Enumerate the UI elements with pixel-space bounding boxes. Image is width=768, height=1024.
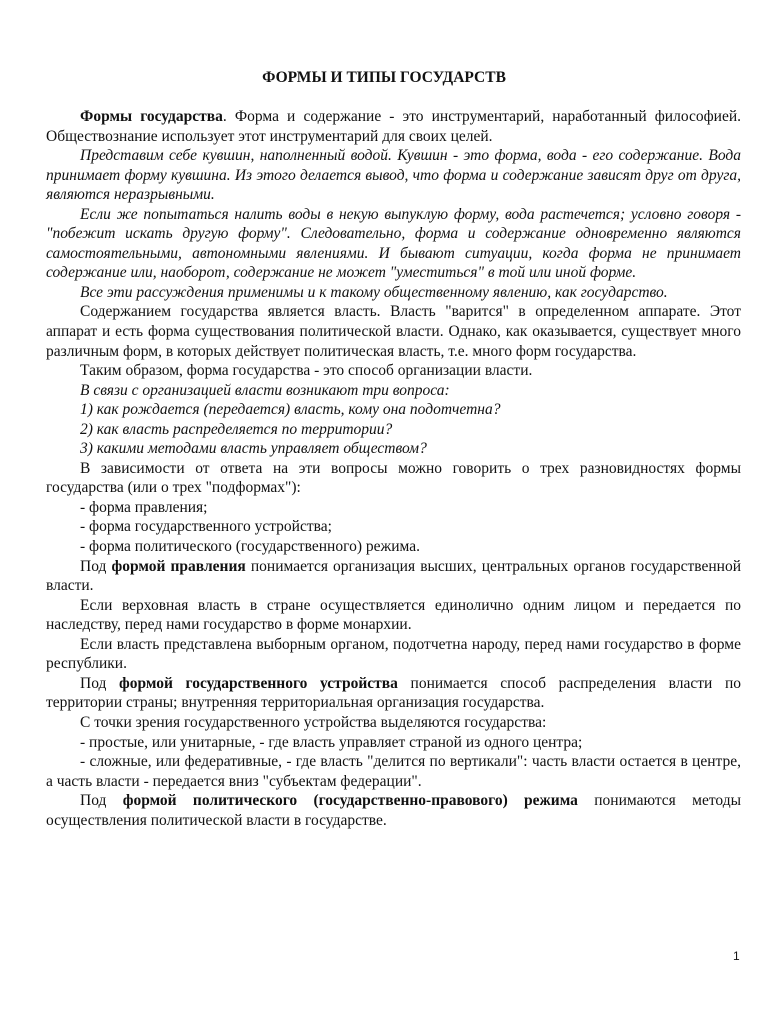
paragraph-political-regime [46, 791, 741, 830]
bold-term: Формы государства [80, 108, 223, 125]
list-item-state-structure: - форма государственного устройства; [80, 518, 332, 536]
paragraph-three-questions: В связи с организацией власти возникают три вопроса: [80, 381, 450, 399]
paragraph-state-application: Все эти рассуждения применимы и к такому общественному явлению, как государство. [80, 283, 668, 301]
bold-term: формой политического (государственно-правового) режима [122, 792, 578, 810]
paragraph-state-content: Содержанием государства является власть. Власть "варится" в определенном аппарате. Этот аппарат и есть форма существования политической власти. Однако, как оказывается, существует много различным форм, в которых действует политическая власть, т.е. много форм государства. [46, 303, 741, 360]
bold-term: формой правления [111, 557, 246, 575]
question-2: 2) как власть распределяется по территории? [80, 420, 393, 438]
list-item-unitary: - простые, или унитарные, - где власть управляет страной из одного центра; [80, 733, 583, 751]
question-1: 1) как рождается (передается) власть, кому она подотчетна? [80, 401, 501, 419]
paragraph-text: Под [80, 557, 112, 575]
paragraph-convex-form: Если же попытаться налить воды в некую выпуклую форму, вода растечется; условно говоря - "побежит искать другую форму". Следовательно, форма и содержание одновременно являются самостоятельными, автономными явлениями. И бывают ситуации, когда форма не принимает содержание или, наоборот, содержание не может "уместиться" в той или иной форме. [46, 205, 741, 282]
paragraph-text: Под [80, 792, 123, 810]
paragraph-text: понимается организация высших, центральных органов государственной власти. [46, 557, 741, 595]
list-item-federative: - сложные, или федеративные, - где власть "делится по вертикали": часть власти остается в центре, а часть власти - передается вниз "субъектам федерации". [46, 753, 741, 790]
paragraph-government-form [46, 557, 741, 596]
paragraph-subforms: В зависимости от ответа на эти вопросы можно говорить о трех разновидностях формы государства (или о трех "подформах"): [46, 459, 741, 497]
list-item-government-form: - форма правления; [80, 498, 208, 516]
paragraph-structure-types: С точки зрения государственного устройства выделяются государства: [80, 713, 547, 731]
paragraph-text: Под [80, 674, 120, 692]
paragraph-text: . Форма и содержание - это инструментарий, наработанный философией. Обществознание использует этот инструментарий для своих целей. [46, 108, 741, 145]
paragraph-text: понимается способ распределения власти по территории страны; внутренняя территориальная организация государства. [46, 674, 742, 712]
question-3: 3) какими методами власть управляет обществом? [80, 440, 427, 458]
document-body [46, 107, 741, 830]
paragraph-state-structure [46, 674, 741, 713]
paragraph-text: понимаются методы осуществления политической власти в государстве. [46, 792, 741, 829]
page-number: 1 [733, 949, 740, 963]
document-title: ФОРМЫ И ТИПЫ ГОСУДАРСТВ [262, 69, 506, 86]
paragraph-form-definition: Таким образом, форма государства - это способ организации власти. [80, 362, 533, 380]
paragraph-jug-example: Представим себе кувшин, наполненный водой. Кувшин - это форма, вода - его содержание. Вода принимает форму кувшина. Из этого делается вывод, что форма и содержание зависят друг от друга, являются неразрывными. [46, 147, 741, 204]
bold-term: формой государственного устройства [119, 674, 398, 692]
paragraph-republic: Если власть представлена выборным органом, подотчетна народу, перед нами государство в форме республики. [46, 635, 741, 673]
paragraph-forms-intro [46, 107, 741, 146]
paragraph-monarchy: Если верховная власть в стране осуществляется единолично одним лицом и передается по наследству, перед нами государство в форме монархии. [46, 596, 741, 634]
list-item-political-regime: - форма политического (государственного) режима. [80, 538, 420, 556]
